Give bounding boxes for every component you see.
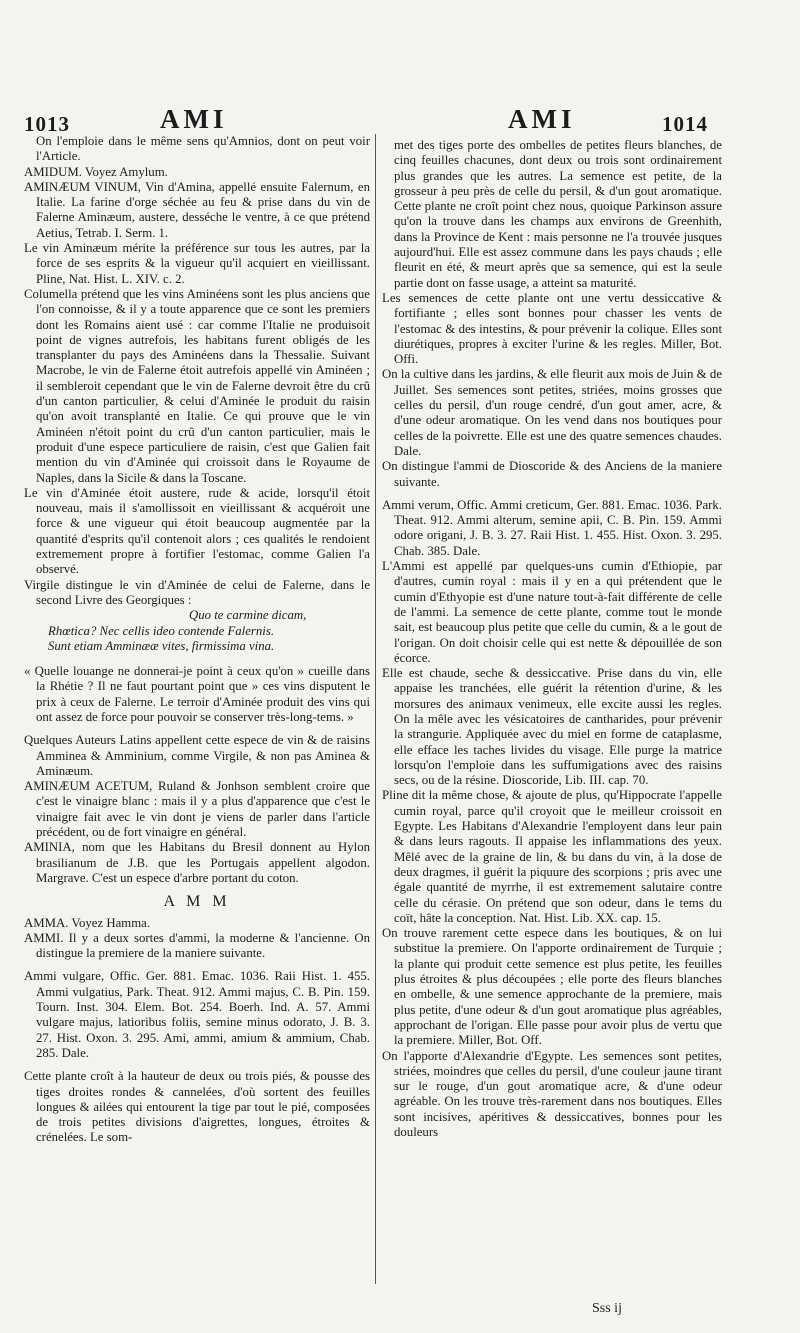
left-paragraph: Cette plante croît à la hauteur de deux ou trois piés, & pousse des tiges droites rondes & cannelées, d'où sortent des feuilles longues & ailées qui entourent la tige par tout le pié, composées de trois petites divisions d'aigrettes, longues, étroites & crénelées. Le som- [24, 1069, 370, 1145]
left-paragraph: Ammi vulgare, Offic. Ger. 881. Emac. 1036. Raii Hist. 1. 455. Ammi vulgatius, Park. Theat. 912. Ammi majus, C. B. Pin. 159. Tourn. Inst. 304. Elem. Bot. 254. Boerh. Ind. A. 57. Ammi vulgare majus, latioribus foliis, semine minus odorato, J. B. 3. 27. Hist. Oxon. 3. 295. Ami, ammi, amium & ammium, Chab. 285. Dale. [24, 969, 370, 1060]
left-paragraph: Rhœtica? Nec cellis ideo contende Falernis. [48, 623, 275, 638]
left-column [24, 134, 370, 1146]
left-paragraph: AMINÆUM ACETUM, Ruland & Jonhson semblent croire que c'est le vinaigre blanc : mais il y a plus d'apparence que c'est le vinaigre fait avec le vin dont je viens de parler dans l'article précédent, ou de fort vinaigre en général. [24, 779, 370, 840]
right-page-number: 1014 [662, 112, 708, 136]
right-paragraph: Elle est chaude, seche & dessiccative. Prise dans du vin, elle appaise les tranchées, elle guérit la rétention d'urine, & les morsures des animaux venimeux, elle excite aussi les regles. On la mêle avec les vésicatoires de cantharides, pour prévenir la strangurie. Appliquée avec du miel en forme de cataplasme, elle efface les taches livides du visage. Elle purge la matrice lorsqu'on l'emploie dans les suffumigations avec des raisins secs, ou de la résine. Dioscoride, Lib. III. cap. 70. [382, 666, 722, 788]
left-paragraph: Virgile distingue le vin d'Aminée de celui de Falerne, dans le second Livre des Georgiques : [24, 577, 370, 607]
left-paragraph: AMINÆUM VINUM, Vin d'Amina, appellé ensuite Falernum, en Italie. La farine d'orge séchée au feu & prise dans du vin de Falerne Aminæum, austere, desséche le ventre, à ce que prétend Aetius, Tetrab. I. Serm. 1. [24, 179, 370, 240]
left-paragraph: Quo te carmine dicam, [189, 608, 307, 623]
left-paragraph: AMIDUM. Voyez Amylum. [24, 164, 168, 179]
left-paragraph: AMINIA, nom que les Habitans du Bresil donnent au Hylon brasilianum de J.B. que les Portugais appellent algodon. Margrave. C'est un espece d'arbre portant du coton. [24, 840, 370, 885]
left-paragraph: On l'emploie dans le même sens qu'Amnios, dont on peut voir l'Article. [36, 134, 370, 164]
right-paragraph: L'Ammi est appellé par quelques-uns cumin d'Ethiopie, par d'autres, cumin royal : mais il y en a qui prétendent que le cumin d'Ethyopie est d'une nature tout-à-fait différente de celle de l'ammi. La semence de cette plante, comme tout le monde sait, est beaucoup plus petite que celle du cumin, & a le gout de l'origan. On doit choisir celle qui est nette & dépouillée de son écorce. [382, 559, 722, 665]
signature-mark: Sss ij [592, 1301, 622, 1316]
left-paragraph: A M M [163, 893, 231, 911]
right-paragraph: On la cultive dans les jardins, & elle fleurit aux mois de Juin & de Juillet. Ses semences sont petites, striées, moins grosses que celles du persil, d'un rouge cendré, d'un gout amer, acre, & d'une odeur aromatique. On les vend dans nos boutiques pour celles de la poivrette. Elle est une des quatre semences chaudes. Dale. [382, 367, 722, 458]
left-paragraph: Le vin Aminæum mérite la préférence sur tous les autres, par la force de ses esprits & la vigueur qu'il acquiert en vieillissant. Pline, Nat. Hist. L. XIV. c. 2. [24, 241, 370, 286]
left-paragraph: AMMA. Voyez Hamma. [24, 915, 151, 930]
left-paragraph: « Quelle louange ne donnerai-je point à ceux qu'on » cueille dans la Rhétie ? Il ne faut pourtant point que » ces vins disputent le prix à ceux de Falerne. Le terroir d'Aminée produit des vins qui ont assez de force pour pouvoir se conserver très-long-tems. » [24, 664, 370, 724]
right-paragraph: On l'apporte d'Alexandrie d'Egypte. Les semences sont petites, striées, moindres que celles du persil, d'une couleur jaune tirant sur le rouge, d'un gout aromatique acre, & d'une odeur agréable. On les trouve très-rarement dans nos boutiques. Elles sont incisives, apéritives & dessiccatives, bonnes pour les douleurs [382, 1048, 722, 1139]
right-paragraph: met des tiges porte des ombelles de petites fleurs blanches, de cinq feuilles chacunes, dont deux ou trois sont ordinairement plus grandes que les autres. La semence est petite, de la grosseur à peu près de celle du persil, & d'un gout aromatique. Cette plante ne croît point chez nous, quoique Parkinson assure qu'on la trouve dans les champs aux environs de Greenhith, dans la Province de Kent : mais personne ne l'a trouvée jusques aujourd'hui. Elle est assez commune dans les pays chauds ; elle fleurit en été, & meurt après que sa semence, qui est la seule partie dont on fasse usage, a atteint sa maturité. [394, 138, 722, 290]
left-paragraph: Le vin d'Aminée étoit austere, rude & acide, lorsqu'il étoit nouveau, mais il s'amollissoit en vieillissant & acquéroit une force & une vigueur qui étoit beaucoup augmentée par la quantité d'esprits qu'il contenoit alors ; ces qualités le rendoient extremement propre à fortifier l'estomac, comme Galien l'a observé. [24, 485, 370, 577]
left-running-head: AMI [160, 104, 228, 134]
left-page-number: 1013 [24, 112, 70, 136]
right-paragraph: Les semences de cette plante ont une vertu dessiccative & fortifiante ; elles sont bonnes pour chasser les vents de l'estomac & des intestins, & pour prévenir la colique. Elles sont diurétiques, propres à exciter l'urine & les regles. Miller, Bot. Offi. [382, 290, 722, 367]
left-paragraph: AMMI. Il y a deux sortes d'ammi, la moderne & l'ancienne. On distingue la premiere de la maniere suivante. [24, 930, 370, 961]
left-paragraph: Quelques Auteurs Latins appellent cette espece de vin & de raisins Amminea & Amminium, comme Virgile, & non pas Aminea & Aminæum. [24, 733, 370, 778]
right-paragraph: Ammi verum, Offic. Ammi creticum, Ger. 881. Emac. 1036. Park. Theat. 912. Ammi alterum, semine apii, C. B. Pin. 159. Ammi odore origani, J. B. 3. 27. Raii Hist. 1. 455. Hist. Oxon. 3. 295. Chab. 385. Dale. [382, 497, 722, 558]
right-paragraph: On trouve rarement cette espece dans les boutiques, & on lui substitue la premiere. On l'apporte ordinairement de Turquie ; la plante qui produit cette semence est plus petite, les feuilles plus étroites & plus découpées ; elle porte des fleurs blanches en ombelle, & une semence approchante de la premiere, mais plus petite, d'une odeur & d'un gout aromatique plus agréables, approchant de l'origan. Elle passe pour avoir plus de vertu que la premiere. Miller, Bot. Off. [382, 926, 722, 1048]
right-column [382, 138, 722, 1140]
right-paragraph: On distingue l'ammi de Dioscoride & des Anciens de la maniere suivante. [382, 459, 722, 489]
right-paragraph: Pline dit la même chose, & ajoute de plus, qu'Hippocrate l'appelle cumin royal, parce qu'il croyoit que le meilleur croissoit en Egypte. Les Habitans d'Alexandrie l'employent dans leur pain & dans leurs ragouts. Il appaise les inflammations des yeux. Mêlé avec de la graine de lin, & bu dans du vin, à la dose de deux dragmes, il guérit la piquure des scorpions ; pris avec une égale quantité de myrrhe, il est extremement salutaire contre celle du cérasie. On prétend que son odeur, dans le tems du coït, hâte la conception. Nat. Hist. Lib. XX. cap. 15. [382, 788, 722, 925]
left-paragraph: Sunt etiam Amminææ vites, firmissima vina. [48, 638, 275, 653]
left-paragraph: Columella prétend que les vins Aminéens sont les plus anciens que l'on connoisse, & il y a toute apparence que ce sont les premiers dont les Romains aient usé : car comme l'Italie ne produisoit point de vignes autrefois, les habitans furent obligés de les transplanter du pays des Aminéens dans la Thessalie. Suivant Macrobe, le vin de Falerne étoit autrefois appellé vin Aminéen ; il sembleroit cependant que le vin de Falerne devroit être du crû d'un canton particulier, & celui d'Aminée le produit du raisin qu'on avoit transplanté en Italie. Ce qui prouve que le vin Aminéen n'étoit point du crû d'un canton particulier, mais le produit d'une espece particuliere de raisin, c'est que Galien fait mention du vin d'Aminée qui croissoit dans le Royaume de Naples, dans la Sicile & dans la Toscane. [24, 286, 370, 485]
column-divider [375, 134, 376, 1284]
right-running-head: AMI [508, 104, 576, 134]
